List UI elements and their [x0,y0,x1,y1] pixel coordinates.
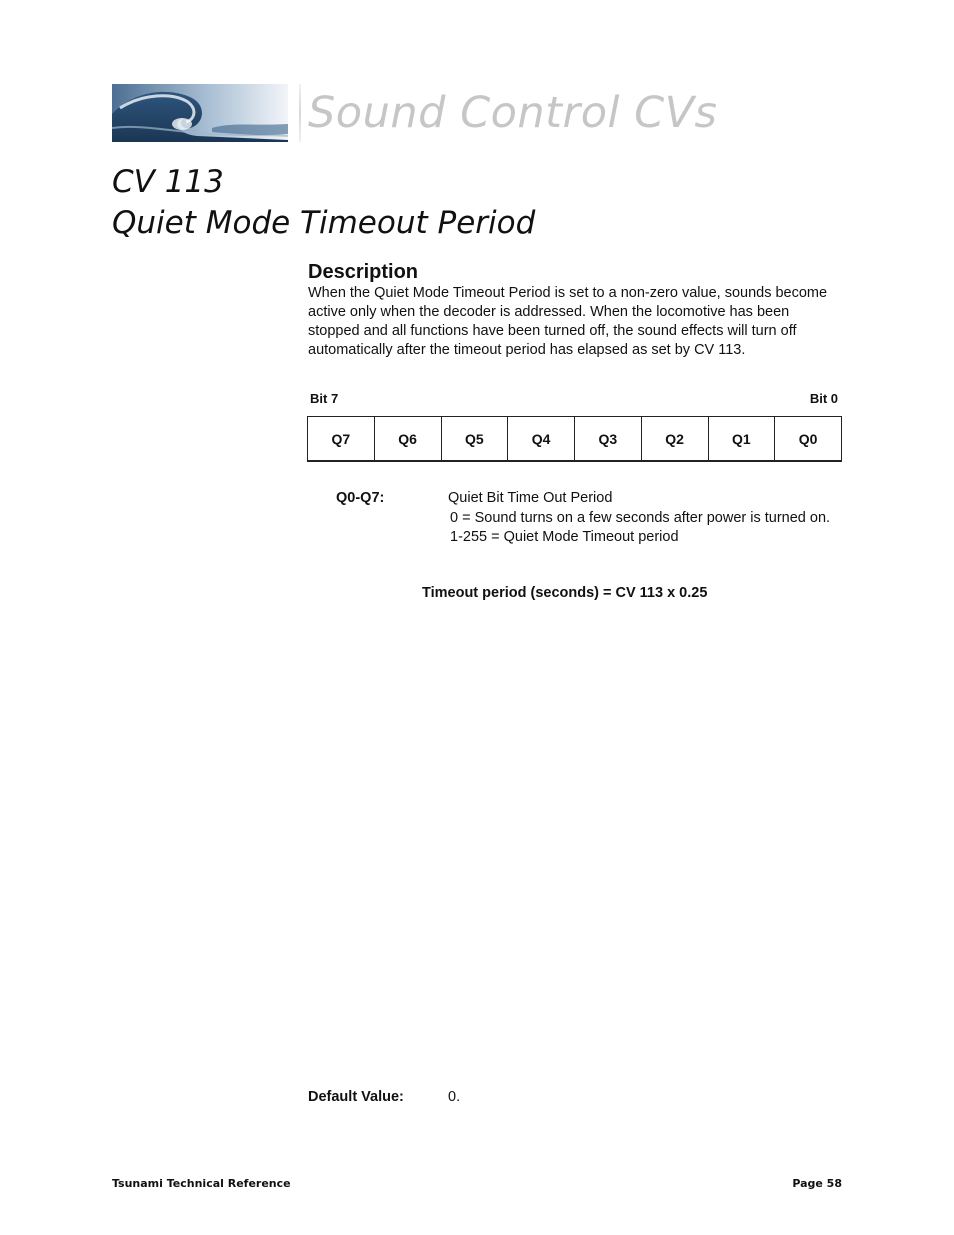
description-body: When the Quiet Mode Timeout Period is set to a non-zero value, sounds become active only when the decoder is addressed. When the locomotive has been stopped and all functions have been turned off, the sound effects will turn off automatically after the timeout period has elapsed as set by CV 113. [308,285,828,358]
footer-title: Tsunami Technical Reference [112,1177,291,1190]
bit-cell: Q0 [775,417,842,462]
description-heading: Description [308,261,419,283]
bit-low-label: Bit 0 [809,391,838,406]
bit-cell: Q3 [575,417,642,462]
definition-lines [450,509,842,547]
bit-cell: Q6 [374,417,441,462]
definition-term: Q0-Q7: [336,490,385,506]
definition-line: 1-255 = Quiet Mode Timeout period [450,529,679,545]
bit-cell: Q2 [641,417,708,462]
timeout-formula: Timeout period (seconds) = CV 113 x 0.25 [422,585,708,601]
ocean-wave-image [112,84,288,142]
section-title: Sound Control CVs [308,88,718,138]
bit-cell: Q1 [708,417,775,462]
definition-line: 0 = Sound turns on a few seconds after power is turned on. [450,510,831,526]
footer-page-number: Page 58 [792,1177,842,1190]
bit-cell: Q4 [508,417,575,462]
bit-row [308,417,842,462]
default-value-label: Default Value: [308,1089,404,1105]
bit-table [307,416,842,462]
definition-title: Quiet Bit Time Out Period [448,490,613,506]
cv-name-heading: Quiet Mode Timeout Period [112,205,536,241]
bit-cell: Q5 [441,417,508,462]
wave-graphic [112,84,288,142]
bit-cell: Q7 [308,417,375,462]
banner-divider [299,84,301,142]
cv-number-heading: CV 113 [112,164,224,200]
bit-high-label: Bit 7 [310,391,339,406]
default-value: 0. [448,1089,461,1105]
